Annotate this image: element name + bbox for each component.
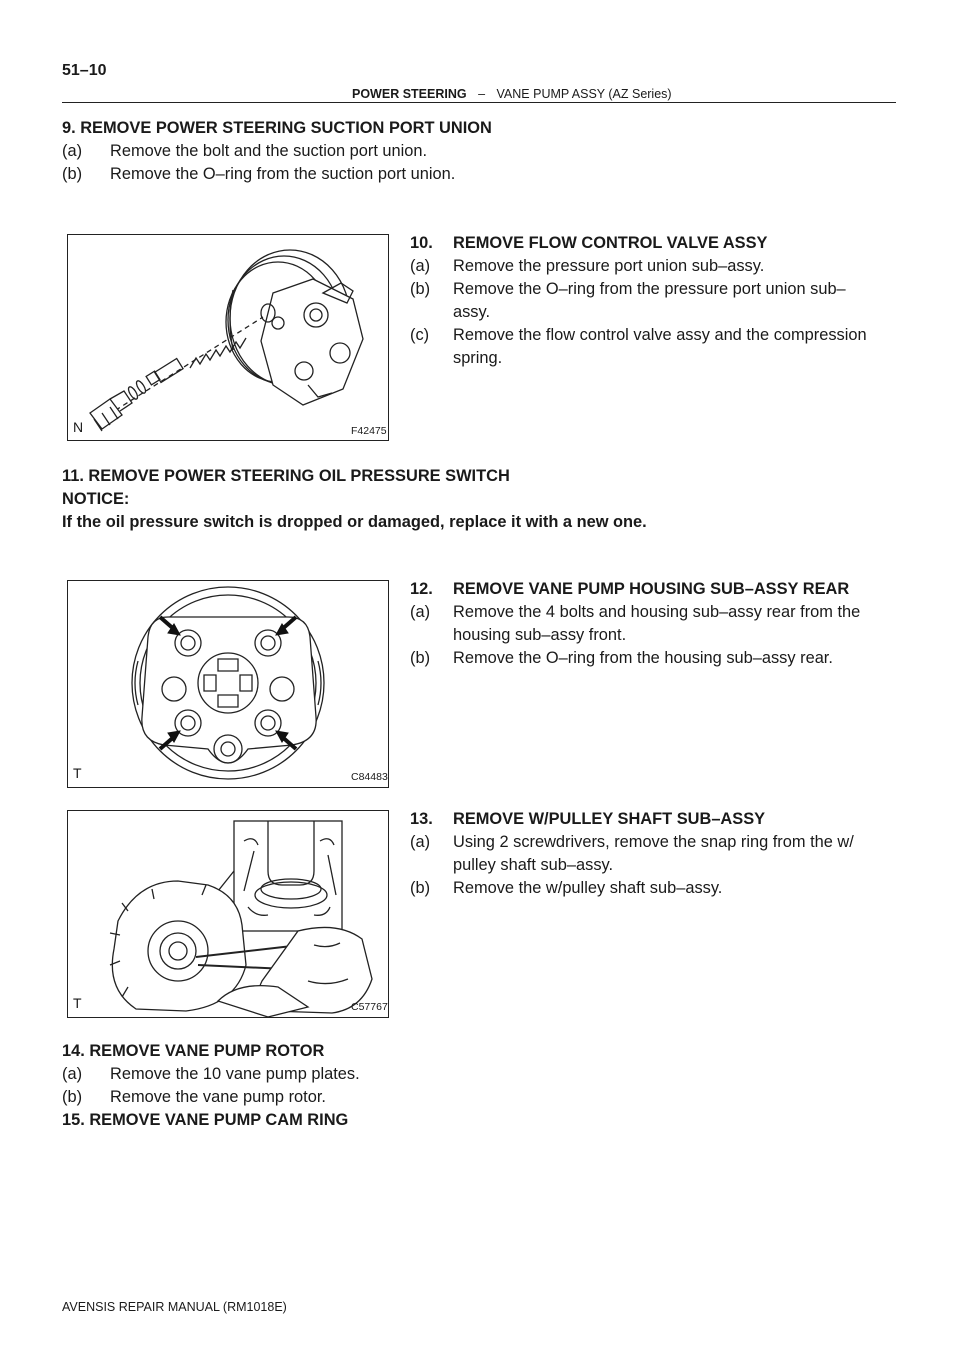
- figure-1-code: F42475: [351, 425, 387, 437]
- step-10c: [410, 324, 867, 346]
- step-10a: [410, 255, 765, 277]
- figure-3-mark: T: [73, 995, 82, 1011]
- housing-rear-illustration: [68, 581, 388, 787]
- step-10-title: [410, 232, 768, 254]
- step-12-title: [410, 578, 850, 600]
- step-12b-text: Remove the O–ring from the housing sub–assy rear.: [453, 649, 833, 667]
- figure-2-code: C84483: [351, 771, 388, 783]
- step-12-num: 12.: [410, 580, 433, 598]
- step-9b: [62, 163, 456, 185]
- notice-label: NOTICE:: [62, 490, 130, 508]
- step-10b-cont: assy.: [453, 303, 491, 321]
- step-12-title-text: REMOVE VANE PUMP HOUSING SUB–ASSY REAR: [453, 580, 850, 598]
- step-14a-label: (a): [62, 1065, 83, 1083]
- step-10c-cont: spring.: [453, 349, 503, 367]
- figure-2-mark: T: [73, 765, 82, 781]
- step-9a: [62, 140, 428, 162]
- step-12b: [410, 647, 833, 669]
- footer: AVENSIS REPAIR MANUAL (RM1018E): [62, 1300, 287, 1314]
- notice-text: If the oil pressure switch is dropped or damaged, replace it with a new one.: [62, 513, 647, 531]
- step-13b-text: Remove the w/pulley shaft sub–assy.: [453, 879, 723, 897]
- step-13a-text: Using 2 screwdrivers, remove the snap ring from the w/: [453, 833, 854, 851]
- step-14a-text: Remove the 10 vane pump plates.: [110, 1065, 360, 1083]
- step-9a-text: Remove the bolt and the suction port union.: [110, 142, 428, 160]
- step-13-title-text: REMOVE W/PULLEY SHAFT SUB–ASSY: [453, 810, 766, 828]
- figure-1-mark: N: [73, 419, 84, 435]
- page-number: 51–10: [62, 62, 107, 79]
- step-10b-text: Remove the O–ring from the pressure port union sub–: [453, 280, 846, 298]
- step-13a: [410, 831, 854, 853]
- step-14-title: 14. REMOVE VANE PUMP ROTOR: [62, 1042, 325, 1060]
- step-10c-label: (c): [410, 326, 430, 344]
- step-9a-label: (a): [62, 142, 83, 160]
- figure-3-code: C57767: [351, 1001, 388, 1013]
- running-header: [352, 87, 672, 101]
- step-10-title-text: REMOVE FLOW CONTROL VALVE ASSY: [453, 234, 768, 252]
- step-12a-cont: housing sub–assy front.: [453, 626, 627, 644]
- step-9b-text: Remove the O–ring from the suction port union.: [110, 165, 456, 183]
- step-14b-label: (b): [62, 1088, 83, 1106]
- step-12a: [410, 601, 861, 623]
- step-12b-label: (b): [410, 649, 431, 667]
- figure-pulley-shaft: [67, 810, 389, 1018]
- step-12a-text: Remove the 4 bolts and housing sub–assy rear from the: [453, 603, 861, 621]
- step-14b: [62, 1086, 326, 1108]
- header-rule: [62, 102, 896, 103]
- step-10c-text: Remove the flow control valve assy and the compression: [453, 326, 867, 344]
- step-10b: [410, 278, 846, 300]
- pulley-shaft-illustration: [68, 811, 388, 1017]
- step-10a-label: (a): [410, 257, 431, 275]
- step-13b-label: (b): [410, 879, 431, 897]
- step-13a-label: (a): [410, 833, 431, 851]
- step-10-num: 10.: [410, 234, 433, 252]
- figure-flow-control-valve: [67, 234, 389, 441]
- step-14b-text: Remove the vane pump rotor.: [110, 1088, 326, 1106]
- step-10b-label: (b): [410, 280, 431, 298]
- header-section: POWER STEERING: [352, 87, 467, 101]
- step-11-title: 11. REMOVE POWER STEERING OIL PRESSURE SWITCH: [62, 467, 510, 485]
- step-13a-cont: pulley shaft sub–assy.: [453, 856, 614, 874]
- step-13-title: [410, 808, 766, 830]
- step-14a: [62, 1063, 360, 1085]
- step-13b: [410, 877, 723, 899]
- step-9b-label: (b): [62, 165, 83, 183]
- step-15-title: 15. REMOVE VANE PUMP CAM RING: [62, 1111, 349, 1129]
- flow-control-valve-illustration: [68, 235, 388, 440]
- step-10a-text: Remove the pressure port union sub–assy.: [453, 257, 765, 275]
- header-dash: –: [478, 87, 486, 101]
- step-9-title: 9. REMOVE POWER STEERING SUCTION PORT UNION: [62, 119, 492, 137]
- step-13-num: 13.: [410, 810, 433, 828]
- header-subsection: VANE PUMP ASSY (AZ Series): [496, 87, 672, 101]
- step-12a-label: (a): [410, 603, 431, 621]
- figure-housing-rear: [67, 580, 389, 788]
